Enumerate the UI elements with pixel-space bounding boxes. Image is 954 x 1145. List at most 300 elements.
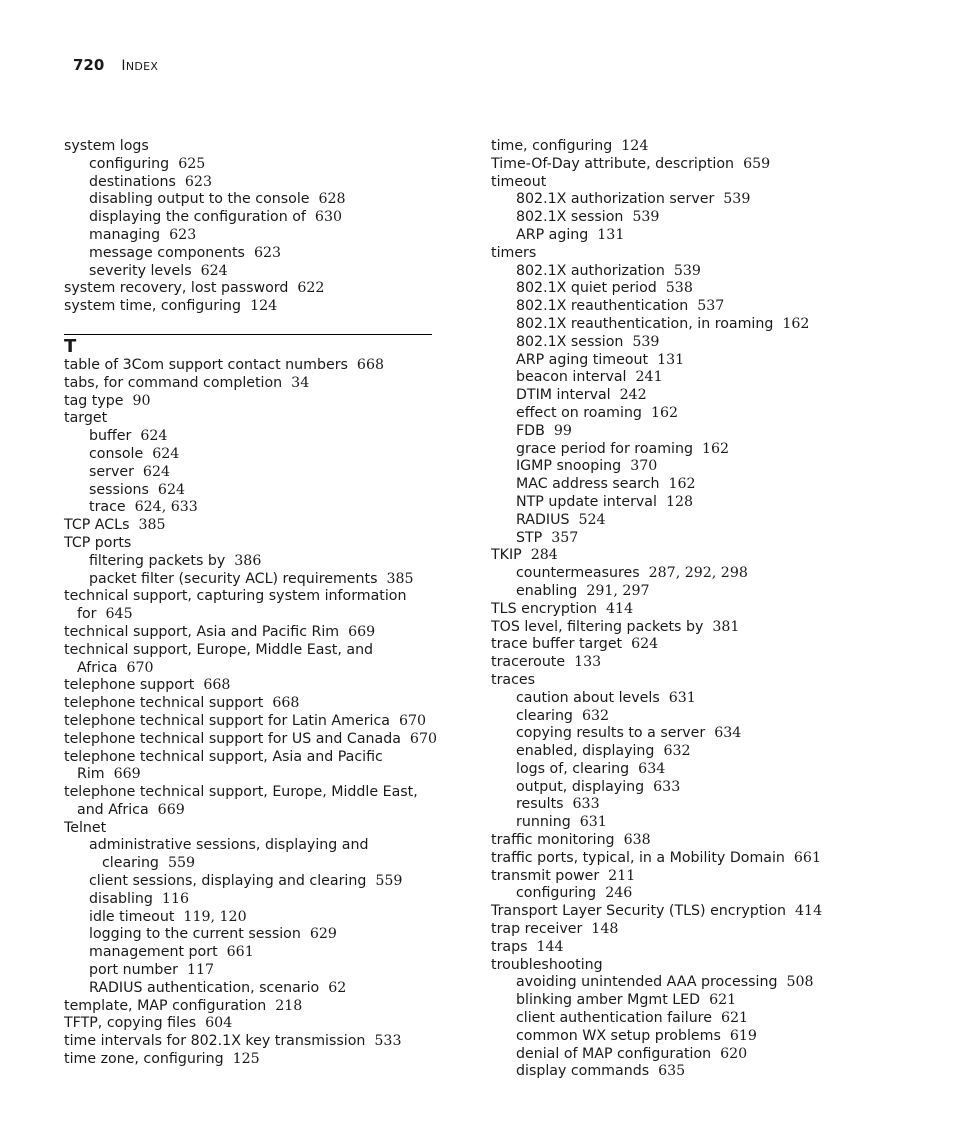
index-entry — [64, 802, 444, 820]
entry-text: NTP update interval — [516, 493, 657, 510]
page-reference: 539 — [673, 262, 701, 279]
entry-text: denial of MAP configuration — [516, 1045, 712, 1062]
index-subentry — [491, 974, 871, 992]
page-reference: 90 — [132, 392, 151, 409]
entry-text: table of 3Com support contact numbers — [64, 356, 348, 373]
page-reference: 624 — [140, 428, 168, 445]
index-subentry — [491, 263, 871, 281]
index-subentry — [491, 530, 871, 548]
index-subentry — [64, 891, 444, 909]
entry-text: client sessions, displaying and clearing — [89, 873, 367, 890]
index-entry — [64, 375, 444, 393]
entry-text: disabling — [89, 890, 153, 907]
index-column-right — [491, 138, 871, 1081]
index-entry — [64, 588, 444, 606]
entry-text: telephone technical support for Latin America — [64, 712, 390, 729]
entry-text: trace — [89, 499, 126, 516]
page-reference: 668 — [272, 695, 300, 712]
index-subentry — [491, 387, 871, 405]
index-entry — [491, 654, 871, 672]
index-subentry — [491, 423, 871, 441]
index-subentry — [491, 1010, 871, 1028]
entry-text: blinking amber Mgmt LED — [516, 992, 701, 1009]
entry-text: server — [89, 463, 134, 480]
index-subentry — [64, 553, 444, 571]
entry-text: time intervals for 802.1X key transmission — [64, 1033, 366, 1050]
index-subentry — [491, 814, 871, 832]
page-reference: 621 — [720, 1010, 749, 1027]
entry-text: destinations — [89, 173, 176, 190]
index-entry — [491, 174, 871, 192]
page-reference: 357 — [551, 529, 579, 546]
index-subentry — [64, 227, 444, 245]
page-reference: 99 — [553, 422, 572, 439]
page-reference: 630 — [314, 209, 343, 226]
page-reference: 385 — [386, 570, 414, 587]
page-reference: 162 — [701, 440, 730, 457]
entry-text: filtering packets by — [89, 552, 226, 569]
index-entry — [491, 138, 871, 156]
index-subentry — [64, 464, 444, 482]
entry-text: enabling — [516, 582, 578, 599]
index-entry — [64, 642, 444, 660]
index-entry — [491, 921, 871, 939]
entry-text: RADIUS authentication, scenario — [89, 979, 320, 996]
entry-text: 802.1X session — [516, 333, 624, 350]
page-reference: 629 — [309, 926, 337, 943]
entry-text: 802.1X authorization server — [516, 191, 715, 208]
index-subentry — [64, 944, 444, 962]
index-subentry — [491, 1063, 871, 1081]
page-reference: 34 — [291, 374, 310, 391]
entry-text: system time, configuring — [64, 298, 242, 315]
index-entry — [64, 357, 444, 375]
entry-text: traces — [491, 671, 536, 688]
entry-text: MAC address search — [516, 476, 660, 493]
index-subentry — [491, 779, 871, 797]
page-reference: 246 — [605, 885, 633, 902]
entry-text: ARP aging timeout — [516, 351, 649, 368]
page-reference: 669 — [348, 623, 376, 640]
page-reference: 414 — [795, 903, 823, 920]
page-reference: 661 — [226, 944, 254, 961]
entry-text: TCP ACLs — [64, 517, 130, 534]
index-entry — [64, 535, 444, 553]
index-entry — [491, 619, 871, 637]
page-reference: 631 — [668, 689, 696, 706]
index-subentry — [64, 499, 444, 517]
entry-text: configuring — [516, 885, 597, 902]
page-reference: 669 — [113, 766, 141, 783]
entry-text: system logs — [64, 138, 149, 154]
entry-text: time, configuring — [491, 138, 613, 154]
entry-text: telephone technical support, Asia and Pacific — [64, 748, 383, 765]
index-subentry — [491, 476, 871, 494]
entry-text: TLS encryption — [491, 600, 598, 617]
entry-text: traceroute — [491, 654, 566, 671]
page-reference: 634 — [714, 725, 742, 742]
index-subentry — [64, 174, 444, 192]
page-reference: 381 — [712, 618, 740, 635]
page-reference: 633 — [572, 796, 600, 813]
page-reference: 125 — [232, 1051, 260, 1068]
page-reference: 284 — [530, 547, 558, 564]
entry-text: 802.1X quiet period — [516, 280, 657, 297]
index-subentry — [491, 1028, 871, 1046]
index-subentry — [491, 992, 871, 1010]
section-letter: T — [64, 335, 77, 357]
entry-text: display commands — [516, 1063, 650, 1080]
page-number: 720 — [73, 56, 105, 74]
page-reference: 670 — [409, 730, 438, 747]
page-reference: 659 — [743, 155, 771, 172]
index-subentry — [491, 352, 871, 370]
entry-text: Rim — [77, 766, 105, 783]
entry-text: disabling output to the console — [89, 191, 310, 208]
page-reference: 162 — [668, 476, 696, 493]
index-entry — [64, 138, 444, 156]
entry-text: and Africa — [77, 801, 149, 818]
entry-text: caution about levels — [516, 689, 660, 706]
entry-text: telephone support — [64, 677, 195, 694]
index-entry — [64, 606, 444, 624]
index-entry — [491, 547, 871, 565]
index-subentry — [491, 334, 871, 352]
index-subentry — [491, 280, 871, 298]
index-entry — [64, 410, 444, 428]
entry-text: 802.1X session — [516, 209, 624, 226]
index-subentry — [64, 245, 444, 263]
entry-text: severity levels — [89, 262, 192, 279]
page-reference: 624 — [157, 481, 186, 498]
entry-text: time zone, configuring — [64, 1051, 224, 1068]
index-entry — [491, 868, 871, 886]
entry-text: effect on roaming — [516, 404, 642, 421]
entry-text: running — [516, 814, 571, 831]
entry-text: output, displaying — [516, 778, 645, 795]
page-reference: 668 — [203, 677, 231, 694]
entry-text: FDB — [516, 422, 545, 439]
index-entry — [491, 903, 871, 921]
page-reference: 661 — [793, 849, 821, 866]
page-reference: 632 — [581, 707, 610, 724]
page-reference: 386 — [234, 552, 262, 569]
page-reference: 144 — [536, 938, 564, 955]
entry-text: IGMP snooping — [516, 458, 622, 475]
page-reference: 621 — [709, 992, 737, 1009]
index-subentry — [64, 837, 444, 855]
page-reference: 623 — [253, 244, 282, 261]
page-reference: 370 — [630, 458, 658, 475]
entry-text: DTIM interval — [516, 387, 611, 404]
entry-text: transmit power — [491, 867, 600, 884]
entry-text: packet filter (security ACL) requirements — [89, 570, 378, 587]
index-entry — [491, 832, 871, 850]
index-subentry — [491, 796, 871, 814]
index-entry — [491, 601, 871, 619]
entry-text: results — [516, 796, 564, 813]
page-reference: 538 — [665, 280, 693, 297]
page-reference: 632 — [663, 743, 691, 760]
index-entry — [64, 1015, 444, 1033]
entry-text: Telnet — [64, 819, 107, 836]
index-entry — [64, 713, 444, 731]
index-entry — [64, 731, 444, 749]
index-subentry — [491, 369, 871, 387]
page-reference: 559 — [167, 855, 196, 872]
page-reference: 624 — [152, 445, 180, 462]
entry-text: managing — [89, 226, 161, 243]
page-reference: 623 — [169, 226, 197, 243]
index-entry — [64, 784, 444, 802]
index-subentry — [64, 428, 444, 446]
index-subentry — [64, 962, 444, 980]
entry-text: 802.1X authorization — [516, 262, 665, 279]
index-subentry — [491, 1046, 871, 1064]
page-reference: 624 — [200, 262, 228, 279]
page-reference: 162 — [650, 404, 679, 421]
entry-text: traffic monitoring — [491, 832, 615, 849]
index-subentry — [64, 191, 444, 209]
index-subentry — [64, 926, 444, 944]
entry-text: Time-Of-Day attribute, description — [491, 155, 735, 172]
entry-text: enabled, displaying — [516, 743, 655, 760]
entry-text: STP — [516, 529, 543, 546]
page-reference: 241 — [635, 369, 663, 386]
index-subentry — [64, 980, 444, 998]
index-subentry — [64, 209, 444, 227]
page-reference: 633 — [653, 778, 681, 795]
page-reference: 624 — [631, 636, 659, 653]
entry-text: technical support, Europe, Middle East, and — [64, 641, 374, 658]
index-subentry — [491, 209, 871, 227]
page-reference: 291, 297 — [586, 582, 650, 599]
index-entry — [64, 1033, 444, 1051]
index-subentry — [491, 690, 871, 708]
page-reference: 625 — [178, 155, 206, 172]
entry-text: tabs, for command completion — [64, 374, 283, 391]
page-reference: 119, 120 — [183, 908, 247, 925]
page-reference: 524 — [578, 511, 606, 528]
entry-text: technical support, capturing system information — [64, 588, 407, 605]
page-reference: 131 — [657, 351, 685, 368]
entry-text: configuring — [89, 155, 170, 172]
page-reference: 604 — [205, 1015, 233, 1032]
index-subentry — [64, 156, 444, 174]
index-entry — [64, 998, 444, 1016]
index-subentry — [491, 405, 871, 423]
entry-text: Africa — [77, 659, 118, 676]
index-entry — [491, 245, 871, 263]
entry-text: technical support, Asia and Pacific Rim — [64, 623, 340, 640]
page-reference: 669 — [157, 801, 185, 818]
page-reference: 62 — [328, 979, 347, 996]
page-reference: 539 — [632, 333, 660, 350]
entry-text: TOS level, filtering packets by — [491, 618, 704, 635]
index-subentry — [491, 494, 871, 512]
page-reference: 539 — [723, 191, 751, 208]
page-reference: 211 — [608, 867, 636, 884]
index-subentry — [491, 725, 871, 743]
index-entry — [64, 695, 444, 713]
entry-text: clearing — [516, 707, 573, 724]
index-subentry — [64, 909, 444, 927]
index-subentry — [491, 227, 871, 245]
entry-text: traps — [491, 938, 528, 955]
page-reference: 537 — [697, 298, 725, 315]
index-entry — [64, 749, 444, 767]
page-reference: 162 — [782, 315, 810, 332]
index-entry — [64, 677, 444, 695]
index-subentry — [491, 512, 871, 530]
entry-text: management port — [89, 944, 218, 961]
page-reference: 117 — [186, 962, 215, 979]
index-subentry — [491, 743, 871, 761]
index-entry — [491, 850, 871, 868]
index-column-left — [64, 138, 444, 1069]
page-reference: 539 — [632, 209, 660, 226]
index-subentry — [491, 298, 871, 316]
page-reference: 631 — [579, 814, 607, 831]
index-subentry — [491, 708, 871, 726]
entry-text: telephone technical support for US and Canada — [64, 730, 401, 747]
index-subentry — [491, 191, 871, 209]
index-entry — [491, 156, 871, 174]
page-reference: 385 — [138, 517, 166, 534]
entry-text: logging to the current session — [89, 926, 301, 943]
index-entry — [64, 280, 444, 298]
page-reference: 414 — [606, 600, 634, 617]
entry-text: countermeasures — [516, 565, 640, 582]
index-subentry — [491, 885, 871, 903]
entry-text: RADIUS — [516, 511, 570, 528]
page-reference: 128 — [665, 493, 694, 510]
index-entry — [64, 517, 444, 535]
index-entry — [64, 820, 444, 838]
entry-text: traffic ports, typical, in a Mobility Domain — [491, 849, 785, 866]
entry-text: port number — [89, 962, 178, 979]
entry-text: client authentication failure — [516, 1010, 712, 1027]
page-reference: 635 — [658, 1063, 686, 1080]
entry-text: buffer — [89, 428, 132, 445]
index-subentry — [491, 583, 871, 601]
entry-text: trace buffer target — [491, 636, 623, 653]
page-reference: 645 — [105, 606, 133, 623]
page-reference: 670 — [398, 712, 427, 729]
index-entry — [64, 1051, 444, 1069]
entry-text: TFTP, copying files — [64, 1015, 197, 1032]
entry-text: logs of, clearing — [516, 760, 630, 777]
entry-text: administrative sessions, displaying and — [89, 837, 369, 854]
index-subentry — [64, 482, 444, 500]
running-title: INDEX — [121, 58, 159, 74]
entry-text: beacon interval — [516, 369, 627, 386]
page-reference: 668 — [356, 356, 385, 373]
entry-text: telephone technical support — [64, 695, 264, 712]
index-subentry — [491, 761, 871, 779]
page-reference: 242 — [619, 387, 647, 404]
entry-text: timers — [491, 244, 537, 261]
page-reference: 124 — [621, 138, 649, 154]
entry-text: target — [64, 410, 108, 427]
page-reference: 124 — [250, 298, 278, 315]
page-reference: 622 — [297, 280, 325, 297]
entry-text: TCP ports — [64, 534, 132, 551]
index-subentry — [64, 571, 444, 589]
entry-text: tag type — [64, 392, 124, 409]
index-subentry — [491, 565, 871, 583]
page-reference: 634 — [638, 760, 666, 777]
entry-text: telephone technical support, Europe, Middle East, — [64, 784, 418, 801]
page-reference: 619 — [729, 1027, 757, 1044]
entry-text: Transport Layer Security (TLS) encryption — [491, 903, 787, 920]
index-subentry — [64, 855, 444, 873]
entry-text: troubleshooting — [491, 956, 603, 973]
index-entry — [491, 939, 871, 957]
entry-text: system recovery, lost password — [64, 280, 289, 297]
entry-text: message components — [89, 244, 245, 261]
page-reference: 287, 292, 298 — [648, 565, 748, 582]
entry-text: idle timeout — [89, 908, 175, 925]
entry-text: common WX setup problems — [516, 1027, 721, 1044]
page-reference: 116 — [161, 890, 190, 907]
page-reference: 624, 633 — [134, 499, 198, 516]
entry-text: 802.1X reauthentication — [516, 298, 689, 315]
page-reference: 624 — [142, 463, 171, 480]
entry-text: TKIP — [491, 547, 522, 564]
running-header — [73, 55, 158, 75]
index-entry — [64, 766, 444, 784]
page-reference: 628 — [318, 191, 346, 208]
page-reference: 508 — [786, 974, 814, 991]
section-divider — [64, 334, 432, 335]
entry-text: console — [89, 445, 144, 462]
entry-text: grace period for roaming — [516, 440, 693, 457]
index-entry — [491, 957, 871, 975]
index-subentry — [64, 263, 444, 281]
page-reference: 670 — [126, 659, 154, 676]
entry-text: for — [77, 606, 97, 623]
entry-text: trap receiver — [491, 921, 583, 938]
page-reference: 638 — [623, 832, 651, 849]
entry-text: copying results to a server — [516, 725, 706, 742]
index-entry — [491, 672, 871, 690]
index-entry — [491, 636, 871, 654]
index-subentry — [491, 316, 871, 334]
entry-text: 802.1X reauthentication, in roaming — [516, 315, 774, 332]
page-reference: 559 — [375, 873, 403, 890]
page-reference: 133 — [574, 654, 602, 671]
entry-text: avoiding unintended AAA processing — [516, 974, 778, 991]
entry-text: timeout — [491, 173, 547, 190]
entry-text: clearing — [102, 855, 159, 872]
page-reference: 623 — [184, 173, 212, 190]
entry-text: displaying the configuration of — [89, 209, 306, 226]
entry-text: ARP aging — [516, 226, 589, 243]
index-entry — [64, 624, 444, 642]
page-reference: 148 — [591, 921, 619, 938]
index-entry — [64, 393, 444, 411]
entry-text: sessions — [89, 481, 149, 498]
index-subentry — [64, 873, 444, 891]
entry-text: template, MAP configuration — [64, 997, 267, 1014]
index-subentry — [491, 441, 871, 459]
index-entry — [64, 298, 444, 316]
page-reference: 218 — [275, 997, 303, 1014]
page-reference: 620 — [720, 1045, 748, 1062]
index-subentry — [491, 458, 871, 476]
index-subentry — [64, 446, 444, 464]
